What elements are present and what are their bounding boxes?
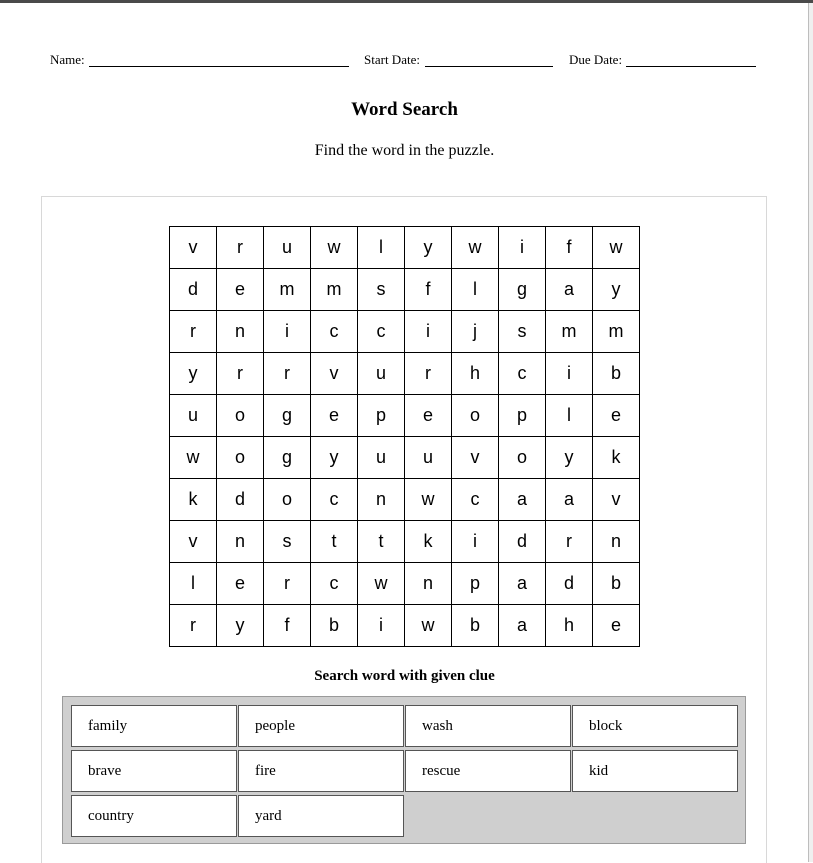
- instructions: Find the word in the puzzle.: [314, 142, 495, 159]
- grid-cell[interactable]: v: [170, 521, 217, 563]
- grid-cell[interactable]: r: [170, 311, 217, 353]
- due-date-field: [569, 52, 622, 68]
- grid-cell[interactable]: u: [264, 227, 311, 269]
- name-blank-line: [89, 66, 349, 67]
- grid-cell[interactable]: w: [593, 227, 640, 269]
- page-title: Word Search: [351, 99, 458, 120]
- grid-cell[interactable]: r: [264, 353, 311, 395]
- grid-cell[interactable]: u: [358, 353, 405, 395]
- grid-cell[interactable]: w: [358, 563, 405, 605]
- grid-cell[interactable]: i: [405, 311, 452, 353]
- grid-cell[interactable]: i: [499, 227, 546, 269]
- grid-cell[interactable]: u: [170, 395, 217, 437]
- grid-cell[interactable]: b: [311, 605, 358, 647]
- word-item: block: [572, 705, 738, 747]
- grid-cell[interactable]: i: [358, 605, 405, 647]
- clue-heading: Search word with given clue: [314, 668, 495, 684]
- word-item: wash: [405, 705, 571, 747]
- grid-cell[interactable]: l: [546, 395, 593, 437]
- grid-cell[interactable]: p: [499, 395, 546, 437]
- grid-cell[interactable]: a: [546, 269, 593, 311]
- grid-cell[interactable]: r: [264, 563, 311, 605]
- grid-cell[interactable]: v: [593, 479, 640, 521]
- grid-cell[interactable]: y: [546, 437, 593, 479]
- grid-cell[interactable]: d: [546, 563, 593, 605]
- grid-cell[interactable]: n: [217, 311, 264, 353]
- grid-cell[interactable]: c: [452, 479, 499, 521]
- grid-cell[interactable]: a: [499, 605, 546, 647]
- start-date-field: [364, 52, 420, 68]
- due-date-label: Due Date:: [569, 52, 623, 67]
- grid-cell[interactable]: e: [405, 395, 452, 437]
- grid-cell[interactable]: j: [452, 311, 499, 353]
- grid-cell[interactable]: k: [170, 479, 217, 521]
- grid-cell[interactable]: f: [264, 605, 311, 647]
- grid-cell[interactable]: r: [405, 353, 452, 395]
- grid-cell[interactable]: r: [170, 605, 217, 647]
- word-item: brave: [71, 750, 237, 792]
- due-date-blank-line: [626, 66, 756, 67]
- start-date-label: Start Date:: [364, 52, 420, 67]
- grid-cell[interactable]: y: [311, 437, 358, 479]
- word-search-grid: [169, 226, 640, 647]
- grid-cell[interactable]: l: [358, 227, 405, 269]
- grid-cell[interactable]: e: [593, 395, 640, 437]
- grid-cell[interactable]: e: [217, 269, 264, 311]
- grid-cell[interactable]: o: [264, 479, 311, 521]
- grid-cell[interactable]: a: [499, 563, 546, 605]
- grid-cell[interactable]: e: [311, 395, 358, 437]
- grid-cell[interactable]: v: [170, 227, 217, 269]
- grid-cell[interactable]: f: [405, 269, 452, 311]
- grid-cell[interactable]: c: [311, 311, 358, 353]
- grid-cell[interactable]: s: [499, 311, 546, 353]
- grid-cell[interactable]: i: [452, 521, 499, 563]
- grid-cell[interactable]: w: [452, 227, 499, 269]
- grid-cell[interactable]: t: [311, 521, 358, 563]
- grid-cell[interactable]: d: [170, 269, 217, 311]
- grid-cell[interactable]: m: [593, 311, 640, 353]
- grid-cell[interactable]: w: [405, 605, 452, 647]
- grid-cell[interactable]: u: [358, 437, 405, 479]
- grid-cell[interactable]: b: [452, 605, 499, 647]
- grid-cell[interactable]: r: [217, 353, 264, 395]
- grid-cell[interactable]: c: [311, 563, 358, 605]
- grid-cell[interactable]: g: [264, 395, 311, 437]
- grid-cell[interactable]: o: [217, 395, 264, 437]
- grid-cell[interactable]: w: [170, 437, 217, 479]
- grid-cell[interactable]: l: [170, 563, 217, 605]
- grid-cell[interactable]: h: [452, 353, 499, 395]
- name-field: [50, 52, 85, 68]
- grid-cell[interactable]: n: [217, 521, 264, 563]
- grid-cell[interactable]: m: [546, 311, 593, 353]
- grid-cell[interactable]: c: [499, 353, 546, 395]
- word-item: yard: [238, 795, 404, 837]
- top-border: [0, 0, 813, 3]
- grid-cell[interactable]: b: [593, 353, 640, 395]
- grid-cell[interactable]: v: [452, 437, 499, 479]
- grid-cell[interactable]: k: [405, 521, 452, 563]
- word-list: [62, 696, 746, 844]
- grid-cell[interactable]: f: [546, 227, 593, 269]
- grid-cell[interactable]: s: [264, 521, 311, 563]
- grid-cell[interactable]: m: [311, 269, 358, 311]
- grid-cell[interactable]: r: [546, 521, 593, 563]
- grid-cell[interactable]: t: [358, 521, 405, 563]
- grid-cell[interactable]: b: [593, 563, 640, 605]
- grid-cell[interactable]: w: [311, 227, 358, 269]
- grid-cell[interactable]: g: [264, 437, 311, 479]
- grid-cell[interactable]: a: [499, 479, 546, 521]
- grid-cell[interactable]: y: [170, 353, 217, 395]
- grid-cell[interactable]: y: [593, 269, 640, 311]
- grid-cell[interactable]: n: [405, 563, 452, 605]
- grid-cell[interactable]: e: [593, 605, 640, 647]
- grid-cell[interactable]: l: [452, 269, 499, 311]
- grid-cell[interactable]: m: [264, 269, 311, 311]
- grid-cell[interactable]: v: [311, 353, 358, 395]
- grid-cell[interactable]: p: [452, 563, 499, 605]
- grid-cell[interactable]: o: [217, 437, 264, 479]
- page-edge-shade: [809, 3, 813, 862]
- grid-cell[interactable]: k: [593, 437, 640, 479]
- grid-cell[interactable]: o: [499, 437, 546, 479]
- grid-cell[interactable]: c: [311, 479, 358, 521]
- grid-cell[interactable]: y: [217, 605, 264, 647]
- grid-cell[interactable]: c: [358, 311, 405, 353]
- grid-cell[interactable]: o: [452, 395, 499, 437]
- word-item: people: [238, 705, 404, 747]
- grid-cell[interactable]: r: [217, 227, 264, 269]
- grid-cell[interactable]: i: [264, 311, 311, 353]
- word-item: fire: [238, 750, 404, 792]
- grid-cell[interactable]: i: [546, 353, 593, 395]
- name-label: Name:: [50, 52, 85, 67]
- grid-cell[interactable]: s: [358, 269, 405, 311]
- grid-cell[interactable]: u: [405, 437, 452, 479]
- grid-cell[interactable]: y: [405, 227, 452, 269]
- grid-cell[interactable]: n: [358, 479, 405, 521]
- word-item: rescue: [405, 750, 571, 792]
- grid-cell[interactable]: n: [593, 521, 640, 563]
- grid-cell[interactable]: a: [546, 479, 593, 521]
- word-item: country: [71, 795, 237, 837]
- grid-cell[interactable]: e: [217, 563, 264, 605]
- word-item: kid: [572, 750, 738, 792]
- grid-cell[interactable]: d: [499, 521, 546, 563]
- grid-cell[interactable]: w: [405, 479, 452, 521]
- grid-cell[interactable]: g: [499, 269, 546, 311]
- grid-cell[interactable]: d: [217, 479, 264, 521]
- grid-cell[interactable]: h: [546, 605, 593, 647]
- start-date-blank-line: [425, 66, 553, 67]
- word-item: family: [71, 705, 237, 747]
- grid-cell[interactable]: p: [358, 395, 405, 437]
